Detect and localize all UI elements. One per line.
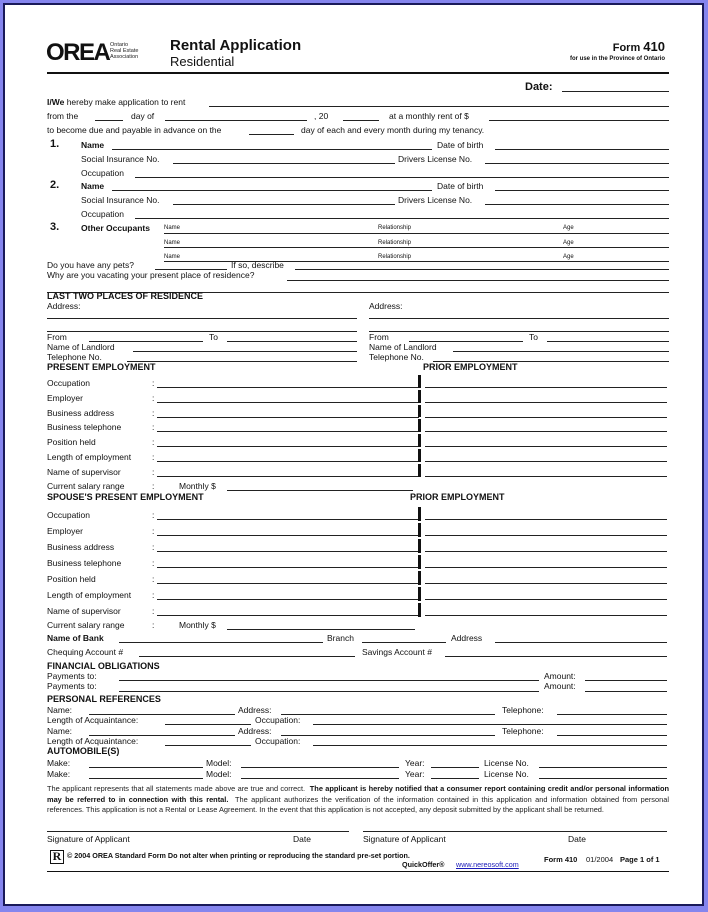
occupant-3-age-label: Age (563, 254, 574, 260)
present-employment-field-label: Employer (47, 392, 83, 403)
tenancy-label: day of each and every month during my tenancy. (301, 125, 485, 135)
spouse-employment-colon: : (152, 542, 155, 552)
present-employment-present-field[interactable] (157, 431, 419, 432)
reference-2-occupation-label: Occupation: (255, 736, 301, 746)
residence-2-phone-label: Telephone No. (369, 352, 424, 362)
auto-1-license-label: License No. (484, 758, 529, 768)
reference-1-occupation-field[interactable] (313, 724, 667, 725)
financial-obligations-title: FINANCIAL OBLIGATIONS (47, 661, 160, 671)
auto-1-model-label: Model: (206, 758, 232, 768)
present-employment-column-divider (418, 405, 421, 418)
applicant-2-dl-field[interactable] (485, 204, 669, 205)
residence-2-address-field[interactable] (369, 318, 669, 319)
applicant-2-sin-field[interactable] (173, 204, 395, 205)
auto-1-make-field[interactable] (89, 767, 203, 768)
present-employment-field-label: Business telephone (47, 422, 122, 433)
spouse-employment-present-field[interactable] (157, 583, 419, 584)
spouse-employment-present-field[interactable] (157, 599, 419, 600)
residence-1-address-field[interactable] (47, 318, 357, 319)
reference-2-name-label: Name: (47, 726, 73, 736)
intro-line-1: I/We hereby make application to rent (47, 97, 186, 107)
vacating-reason-label: Why are you vacating your present place of residence? (47, 270, 255, 280)
day-of-label: day of (131, 111, 155, 121)
realtor-r-icon: R (50, 850, 64, 864)
present-employment-colon: : (152, 392, 155, 403)
spouse-employment-present-field[interactable] (157, 535, 419, 536)
start-year-field[interactable] (343, 120, 379, 121)
present-employment-prior-field[interactable] (425, 387, 667, 388)
occupant-1-age-label: Age (563, 225, 574, 231)
savings-account-label: Savings Account # (362, 647, 432, 657)
spouse-employment-title: SPOUSE'S PRESENT EMPLOYMENT (47, 492, 204, 502)
orea-logo: OREA (46, 39, 110, 66)
reference-1-occupation-label: Occupation: (255, 715, 301, 725)
amount-2-field[interactable] (585, 691, 667, 692)
residence-1-landlord-field[interactable] (133, 351, 357, 352)
applicant-1-dl-label: Drivers License No. (398, 154, 473, 164)
residence-2-landlord-field[interactable] (453, 351, 669, 352)
residence-2-to-label: To (529, 332, 538, 342)
auto-1-model-field[interactable] (241, 767, 399, 768)
payments-to-1-label: Payments to: (47, 671, 97, 681)
present-employment-title: PRESENT EMPLOYMENT (47, 362, 156, 372)
header-rule (47, 72, 669, 74)
residence-1-address-label: Address: (47, 301, 81, 311)
spouse-employment-prior-field[interactable] (425, 551, 667, 552)
reference-2-telephone-label: Telephone: (502, 726, 544, 736)
present-employment-field-label: Occupation (47, 378, 90, 388)
automobiles-title: AUTOMOBILE(S) (47, 746, 120, 756)
auto-2-license-field[interactable] (539, 778, 667, 779)
present-employment-prior-field[interactable] (425, 446, 667, 447)
residence-1-to-field[interactable] (227, 341, 357, 342)
prior-employment-title: PRIOR EMPLOYMENT (423, 362, 518, 372)
footer-version: 01/2004 (586, 855, 614, 864)
spouse-employment-prior-field[interactable] (425, 519, 667, 520)
present-employment-colon: : (152, 378, 155, 388)
due-day-field[interactable] (249, 134, 294, 135)
applicant-2-dob-field[interactable] (495, 190, 669, 191)
present-employment-column-divider (418, 434, 421, 447)
present-employment-present-field[interactable] (157, 402, 419, 403)
residence-2-landlord-label: Name of Landlord (369, 342, 437, 352)
bank-branch-field[interactable] (362, 642, 446, 643)
spouse-employment-colon: : (152, 526, 155, 536)
spouse-employment-salary-colon: : (152, 620, 155, 630)
applicant-1-occupation-label: Occupation (81, 168, 124, 178)
copyright-notice: © 2004 OREA Standard Form Do not alter when printing or reproducing the standard pre-set portion. (67, 851, 410, 860)
amount-2-label: Amount: (544, 681, 576, 691)
applicant-2-number: 2. (50, 179, 60, 191)
present-employment-monthly-label: Monthly $ (179, 481, 216, 491)
spouse-employment-colon: : (152, 574, 155, 584)
website-link[interactable]: www.nereosoft.com (456, 860, 519, 869)
footer-page-number: Page 1 of 1 (620, 855, 660, 864)
applicant-2-dob-label: Date of birth (437, 181, 484, 191)
reference-1-address-field[interactable] (281, 714, 495, 715)
present-employment-colon: : (152, 407, 155, 418)
present-employment-colon: : (152, 437, 155, 448)
applicant-1-name-label: Name (81, 140, 105, 150)
applicant-1-dob-label: Date of birth (437, 140, 484, 150)
spouse-employment-monthly-label: Monthly $ (179, 620, 216, 630)
occupant-2-relationship-label: Relationship (378, 240, 412, 246)
applicant-1-sin-label: Social Insurance No. (81, 154, 160, 164)
form-number: Form 410 (612, 39, 665, 54)
present-employment-monthly-salary-field[interactable] (227, 490, 413, 491)
present-employment-colon: : (152, 466, 155, 477)
payments-to-2-field[interactable] (119, 691, 539, 692)
date-field[interactable] (562, 91, 669, 92)
spouse-employment-column-divider (418, 571, 421, 585)
applicant-1-sin-field[interactable] (173, 163, 395, 164)
present-employment-field-label: Business address (47, 407, 115, 418)
spouse-employment-field-label: Length of employment (47, 590, 132, 600)
occupant-2-name-label: Name (164, 240, 181, 246)
spouse-employment-prior-field[interactable] (425, 583, 667, 584)
vacating-reason-field[interactable] (287, 280, 669, 281)
auto-1-year-label: Year: (405, 758, 425, 768)
spouse-employment-present-field[interactable] (157, 615, 419, 616)
spouse-employment-prior-field[interactable] (425, 599, 667, 600)
reference-2-telephone-field[interactable] (557, 735, 667, 736)
present-employment-field-label: Length of employment (47, 452, 132, 462)
applicant-2-name-field[interactable] (112, 190, 432, 191)
auto-2-make-label: Make: (47, 769, 71, 779)
present-employment-present-field[interactable] (157, 446, 419, 447)
occupants-number: 3. (50, 221, 60, 233)
applicant-2-occupation-label: Occupation (81, 209, 124, 219)
applicant-1-dl-field[interactable] (485, 163, 669, 164)
spouse-prior-employment-title: PRIOR EMPLOYMENT (410, 492, 505, 502)
residence-1-address-field-2[interactable] (47, 331, 357, 332)
spouse-employment-prior-field[interactable] (425, 615, 667, 616)
residence-2-address-field-2[interactable] (369, 331, 669, 332)
monthly-rent-field[interactable] (489, 120, 669, 121)
spouse-employment-field-label: Position held (47, 574, 96, 584)
start-month-field[interactable] (165, 120, 307, 121)
property-address-field[interactable] (209, 106, 669, 107)
reference-1-telephone-label: Telephone: (502, 705, 544, 715)
residence-1-phone-field[interactable] (127, 361, 357, 362)
present-employment-prior-field[interactable] (425, 402, 667, 403)
personal-references-title: PERSONAL REFERENCES (47, 694, 161, 704)
spouse-employment-colon: : (152, 558, 155, 568)
pets-describe-label: If so, describe (231, 260, 284, 270)
residence-1-from-label: From (47, 332, 67, 342)
present-employment-field-label: Position held (47, 437, 96, 448)
reference-1-telephone-field[interactable] (557, 714, 667, 715)
auto-1-make-label: Make: (47, 758, 71, 768)
occupant-1-name-label: Name (164, 225, 181, 231)
footer-form-number: Form 410 (544, 855, 578, 864)
present-employment-prior-field[interactable] (425, 417, 667, 418)
monthly-rent-label: at a monthly rent of $ (389, 111, 469, 121)
present-employment-colon: : (152, 452, 155, 462)
signature-1-field[interactable] (47, 831, 349, 832)
applicant-1-occupation-field[interactable] (135, 177, 669, 178)
signature-1-date-label: Date (293, 834, 311, 844)
present-employment-column-divider (418, 464, 421, 477)
present-employment-present-field[interactable] (157, 461, 419, 462)
residence-2-from-label: From (369, 332, 389, 342)
present-employment-column-divider (418, 390, 421, 403)
spouse-employment-column-divider (418, 555, 421, 569)
present-employment-field-label: Name of supervisor (47, 466, 121, 477)
spouse-employment-field-label: Employer (47, 526, 83, 536)
payments-to-2-label: Payments to: (47, 681, 97, 691)
spouse-employment-colon: : (152, 590, 155, 600)
residence-2-to-field[interactable] (547, 341, 669, 342)
spouse-employment-field-label: Business address (47, 542, 115, 552)
auto-1-year-field[interactable] (431, 767, 479, 768)
applicant-1-dob-field[interactable] (495, 149, 669, 150)
occupant-2-field[interactable] (164, 247, 669, 248)
spouse-employment-colon: : (152, 510, 155, 520)
reference-2-occupation-field[interactable] (313, 745, 667, 746)
applicant-2-dl-label: Drivers License No. (398, 195, 473, 205)
present-employment-prior-field[interactable] (425, 431, 667, 432)
rental-application-form (5, 5, 702, 904)
applicant-2-sin-label: Social Insurance No. (81, 195, 160, 205)
present-employment-present-field[interactable] (157, 476, 419, 477)
year-prefix-label: , 20 (314, 111, 329, 121)
spouse-employment-prior-field[interactable] (425, 567, 667, 568)
spouse-employment-field-label: Occupation (47, 510, 90, 520)
present-employment-present-field[interactable] (157, 387, 419, 388)
present-employment-column-divider (418, 419, 421, 432)
start-day-field[interactable] (95, 120, 123, 121)
payments-to-1-field[interactable] (119, 680, 539, 681)
present-employment-salary-label: Current salary range (47, 481, 125, 491)
pets-describe-field[interactable] (295, 269, 669, 270)
reference-2-address-label: Address: (238, 726, 272, 736)
spouse-employment-field-label: Business telephone (47, 558, 122, 568)
auto-2-model-label: Model: (206, 769, 232, 779)
occupant-3-relationship-label: Relationship (378, 254, 412, 260)
chequing-account-field[interactable] (139, 656, 355, 657)
pets-question-label: Do you have any pets? (47, 260, 134, 270)
residence-1-landlord-label: Name of Landlord (47, 342, 115, 352)
occupant-3-name-label: Name (164, 254, 181, 260)
bank-name-label: Name of Bank (47, 633, 104, 643)
occupant-2-age-label: Age (563, 240, 574, 246)
bank-branch-label: Branch (327, 633, 354, 643)
residence-2-address-label: Address: (369, 301, 403, 311)
reference-2-address-field[interactable] (281, 735, 495, 736)
signature-2-field[interactable] (363, 831, 667, 832)
page-subtitle: Residential (170, 54, 235, 69)
present-employment-colon: : (152, 422, 155, 433)
signature-2-label: Signature of Applicant (363, 834, 446, 844)
signature-2-date-label: Date (568, 834, 586, 844)
present-employment-prior-field[interactable] (425, 476, 667, 477)
reference-1-name-label: Name: (47, 705, 73, 715)
spouse-employment-column-divider (418, 587, 421, 601)
applicant-2-occupation-field[interactable] (135, 218, 669, 219)
chequing-account-label: Chequing Account # (47, 647, 124, 657)
present-employment-column-divider (418, 449, 421, 462)
amount-1-label: Amount: (544, 671, 576, 681)
province-note: for use in the Province of Ontario (569, 56, 665, 62)
spouse-employment-present-field[interactable] (157, 519, 419, 520)
auto-2-license-label: License No. (484, 769, 529, 779)
window-frame (3, 3, 704, 906)
applicant-2-name-label: Name (81, 181, 105, 191)
applicant-1-number: 1. (50, 138, 60, 150)
present-employment-salary-colon: : (152, 481, 155, 491)
bank-address-label: Address (451, 633, 483, 643)
occupant-1-field[interactable] (164, 233, 669, 234)
reference-1-length-field[interactable] (165, 724, 251, 725)
residence-1-phone-label: Telephone No. (47, 352, 102, 362)
spouse-employment-present-field[interactable] (157, 567, 419, 568)
auto-1-license-field[interactable] (539, 767, 667, 768)
amount-1-field[interactable] (585, 680, 667, 681)
quickoffer-label: QuickOffer® (402, 860, 445, 869)
due-date-label: to become due and payable in advance on the (47, 125, 222, 135)
spouse-employment-column-divider (418, 507, 421, 521)
auto-2-make-field[interactable] (89, 778, 203, 779)
spouse-employment-monthly-salary-field[interactable] (227, 629, 415, 630)
auto-2-year-field[interactable] (431, 778, 479, 779)
disclaimer-paragraph: The applicant represents that all statements made above are true and correct. The applicant is hereby notified that a consumer report containing credit and/or personal information may be referred to in connection with this rental. The applicant authorizes the verification of the information contained in this application and information obtained from personal references. This application is not a Rental or Lease Agreement. In the event that this application is not accepted, any deposit submitted by the applicant shall be returned. (47, 784, 669, 815)
spouse-employment-column-divider (418, 523, 421, 537)
date-label: Date: (525, 81, 553, 93)
occupant-1-relationship-label: Relationship (378, 225, 412, 231)
present-employment-present-field[interactable] (157, 417, 419, 418)
residence-section-title: LAST TWO PLACES OF RESIDENCE (47, 291, 204, 301)
footer-rule (47, 871, 669, 872)
bank-address-field[interactable] (495, 642, 667, 643)
auto-2-year-label: Year: (405, 769, 425, 779)
reference-1-length-label: Length of Acquaintance: (47, 715, 139, 725)
reference-1-address-label: Address: (238, 705, 272, 715)
spouse-employment-present-field[interactable] (157, 551, 419, 552)
reference-2-length-field[interactable] (165, 745, 251, 746)
bank-name-field[interactable] (119, 642, 323, 643)
spouse-employment-salary-label: Current salary range (47, 620, 125, 630)
auto-2-model-field[interactable] (241, 778, 399, 779)
present-employment-column-divider (418, 375, 421, 388)
page-title: Rental Application (170, 37, 302, 54)
from-the-label: from the (47, 111, 79, 121)
other-occupants-label: Other Occupants (81, 223, 150, 233)
savings-account-field[interactable] (445, 656, 667, 657)
spouse-employment-column-divider (418, 539, 421, 553)
orea-logo-subtext: Ontario Real Estate Association (110, 42, 139, 60)
present-employment-prior-field[interactable] (425, 461, 667, 462)
spouse-employment-prior-field[interactable] (425, 535, 667, 536)
signature-1-label: Signature of Applicant (47, 834, 130, 844)
spouse-employment-colon: : (152, 606, 155, 616)
spouse-employment-column-divider (418, 603, 421, 617)
spouse-employment-field-label: Name of supervisor (47, 606, 121, 616)
residence-1-to-label: To (209, 332, 218, 342)
reference-2-length-label: Length of Acquaintance: (47, 736, 139, 746)
applicant-1-name-field[interactable] (112, 149, 432, 150)
